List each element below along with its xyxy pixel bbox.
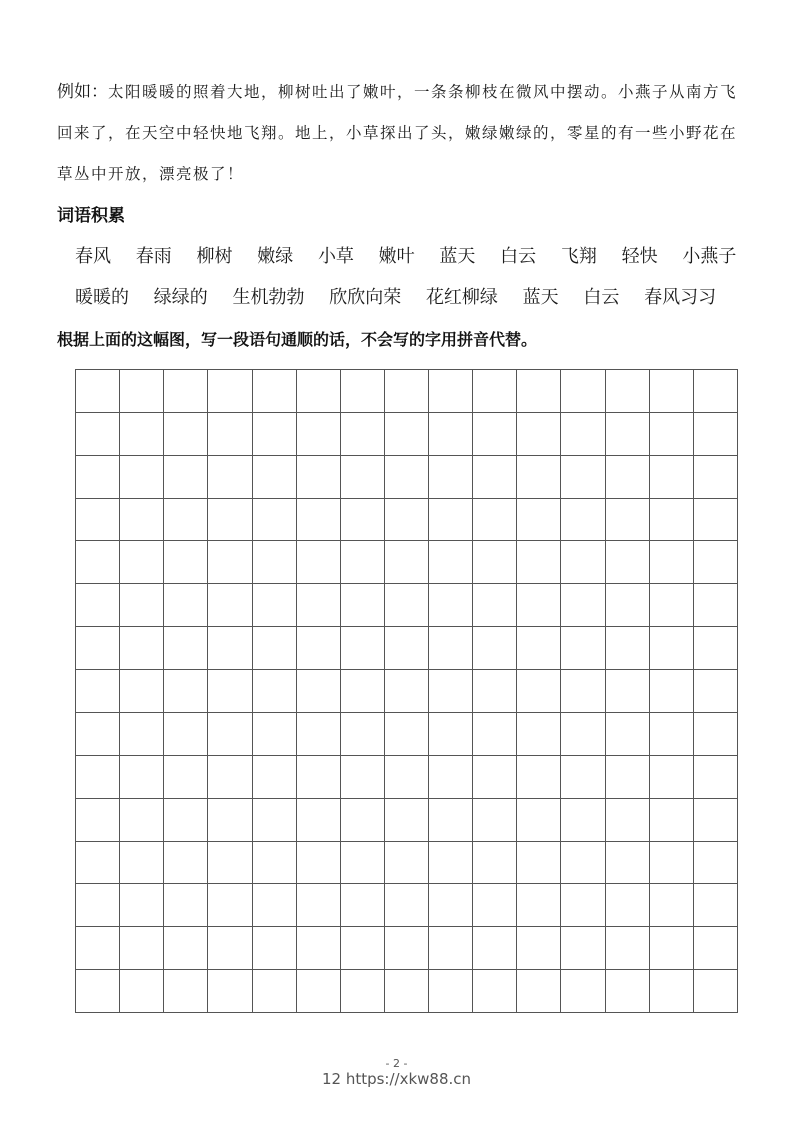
vocab-word: 蓝天 <box>439 246 476 267</box>
vocab-word: 欣欣向荣 <box>329 287 402 308</box>
grid-cell[interactable] <box>606 756 650 799</box>
vocab-word: 春风习习 <box>644 287 717 308</box>
grid-cell[interactable] <box>341 584 385 627</box>
grid-cell[interactable] <box>385 627 429 670</box>
vocab-row-1 <box>75 242 755 268</box>
grid-cell[interactable] <box>76 456 120 499</box>
grid-cell[interactable] <box>341 799 385 842</box>
grid-cell[interactable] <box>297 584 341 627</box>
grid-cell[interactable] <box>297 370 341 413</box>
vocab-word: 春风 <box>75 246 111 267</box>
grid-cell[interactable] <box>164 927 208 970</box>
grid-cell[interactable] <box>385 756 429 799</box>
footer-site: 12 https://xkw88.cn <box>321 1070 472 1088</box>
vocab-word: 春雨 <box>135 246 172 267</box>
example-paragraph <box>57 72 747 195</box>
grid-cell[interactable] <box>76 627 120 670</box>
grid-cell[interactable] <box>164 756 208 799</box>
grid-cell[interactable] <box>208 499 252 542</box>
grid-cell[interactable] <box>473 970 517 1013</box>
grid-cell[interactable] <box>606 499 650 542</box>
grid-cell[interactable] <box>253 370 297 413</box>
grid-cell[interactable] <box>164 541 208 584</box>
grid-cell[interactable] <box>253 842 297 885</box>
grid-cell[interactable] <box>253 884 297 927</box>
grid-cell[interactable] <box>429 756 473 799</box>
grid-cell[interactable] <box>164 970 208 1013</box>
grid-cell[interactable] <box>473 884 517 927</box>
grid-cell[interactable] <box>208 456 252 499</box>
grid-cell[interactable] <box>208 842 252 885</box>
grid-cell[interactable] <box>694 713 738 756</box>
grid-cell[interactable] <box>517 713 561 756</box>
grid-cell[interactable] <box>297 541 341 584</box>
vocab-word: 柳树 <box>196 246 233 267</box>
grid-cell[interactable] <box>164 842 208 885</box>
grid-cell[interactable] <box>429 456 473 499</box>
grid-cell[interactable] <box>164 713 208 756</box>
grid-cell[interactable] <box>208 584 252 627</box>
grid-cell[interactable] <box>650 713 694 756</box>
grid-cell[interactable] <box>429 370 473 413</box>
grid-cell[interactable] <box>341 713 385 756</box>
grid-cell[interactable] <box>208 670 252 713</box>
grid-cell[interactable] <box>606 627 650 670</box>
grid-cell[interactable] <box>253 799 297 842</box>
grid-cell[interactable] <box>650 627 694 670</box>
grid-cell[interactable] <box>341 884 385 927</box>
grid-cell[interactable] <box>429 584 473 627</box>
grid-cell[interactable] <box>650 499 694 542</box>
grid-cell[interactable] <box>385 499 429 542</box>
grid-cell[interactable] <box>650 884 694 927</box>
grid-cell[interactable] <box>694 756 738 799</box>
grid-cell[interactable] <box>650 842 694 885</box>
grid-cell[interactable] <box>650 756 694 799</box>
grid-cell[interactable] <box>76 370 120 413</box>
grid-cell[interactable] <box>561 584 605 627</box>
grid-cell[interactable] <box>76 670 120 713</box>
grid-cell[interactable] <box>253 756 297 799</box>
grid-cell[interactable] <box>208 799 252 842</box>
grid-cell[interactable] <box>606 927 650 970</box>
writing-instruction: 根据上面的这幅图，写一段语句通顺的话，不会写的字用拼音代替。 <box>57 330 538 349</box>
grid-cell[interactable] <box>473 456 517 499</box>
vocab-word: 白云 <box>583 287 620 308</box>
grid-cell[interactable] <box>650 413 694 456</box>
grid-cell[interactable] <box>606 970 650 1013</box>
grid-cell[interactable] <box>473 927 517 970</box>
grid-cell[interactable] <box>385 884 429 927</box>
grid-cell[interactable] <box>473 799 517 842</box>
grid-cell[interactable] <box>297 627 341 670</box>
grid-cell[interactable] <box>253 584 297 627</box>
grid-cell[interactable] <box>561 670 605 713</box>
grid-cell[interactable] <box>517 541 561 584</box>
vocab-word: 绿绿的 <box>153 287 208 308</box>
grid-cell[interactable] <box>120 927 164 970</box>
grid-cell[interactable] <box>208 756 252 799</box>
grid-cell[interactable] <box>385 584 429 627</box>
grid-cell[interactable] <box>76 413 120 456</box>
vocab-word: 生机勃勃 <box>232 287 305 308</box>
vocab-word: 白云 <box>500 246 537 267</box>
grid-cell[interactable] <box>650 799 694 842</box>
vocab-word: 小燕子 <box>682 246 737 267</box>
grid-cell[interactable] <box>561 370 605 413</box>
grid-cell[interactable] <box>606 670 650 713</box>
grid-cell[interactable] <box>341 970 385 1013</box>
grid-cell[interactable] <box>650 370 694 413</box>
vocab-word: 小草 <box>317 246 354 267</box>
grid-cell[interactable] <box>164 499 208 542</box>
grid-cell[interactable] <box>253 413 297 456</box>
grid-cell[interactable] <box>208 413 252 456</box>
grid-cell[interactable] <box>164 413 208 456</box>
grid-cell[interactable] <box>385 799 429 842</box>
grid-cell[interactable] <box>208 713 252 756</box>
grid-cell[interactable] <box>473 842 517 885</box>
vocab-word: 嫩叶 <box>378 246 415 267</box>
grid-cell[interactable] <box>650 970 694 1013</box>
grid-cell[interactable] <box>473 499 517 542</box>
grid-cell[interactable] <box>253 541 297 584</box>
grid-cell[interactable] <box>341 413 385 456</box>
grid-cell[interactable] <box>297 884 341 927</box>
example-lead: 例如： <box>57 82 108 102</box>
grid-cell[interactable] <box>208 370 252 413</box>
grid-cell[interactable] <box>164 799 208 842</box>
grid-cell[interactable] <box>297 456 341 499</box>
grid-cell[interactable] <box>561 499 605 542</box>
grid-cell[interactable] <box>561 413 605 456</box>
grid-cell[interactable] <box>76 842 120 885</box>
grid-cell[interactable] <box>694 842 738 885</box>
grid-cell[interactable] <box>253 927 297 970</box>
grid-cell[interactable] <box>120 370 164 413</box>
grid-cell[interactable] <box>694 370 738 413</box>
grid-cell[interactable] <box>164 584 208 627</box>
grid-cell[interactable] <box>76 756 120 799</box>
grid-cell[interactable] <box>606 713 650 756</box>
grid-cell[interactable] <box>473 670 517 713</box>
grid-cell[interactable] <box>429 413 473 456</box>
grid-cell[interactable] <box>429 713 473 756</box>
grid-cell[interactable] <box>341 842 385 885</box>
grid-cell[interactable] <box>164 627 208 670</box>
grid-cell[interactable] <box>385 713 429 756</box>
grid-cell[interactable] <box>473 541 517 584</box>
grid-cell[interactable] <box>120 884 164 927</box>
grid-cell[interactable] <box>606 799 650 842</box>
grid-cell[interactable] <box>561 970 605 1013</box>
grid-cell[interactable] <box>208 541 252 584</box>
writing-grid[interactable] <box>75 369 738 1013</box>
grid-cell[interactable] <box>253 627 297 670</box>
grid-cell[interactable] <box>429 670 473 713</box>
grid-cell[interactable] <box>253 670 297 713</box>
grid-cell[interactable] <box>208 927 252 970</box>
grid-cell[interactable] <box>253 970 297 1013</box>
grid-cell[interactable] <box>429 799 473 842</box>
vocab-word: 蓝天 <box>522 287 559 308</box>
page-number: - 2 - <box>385 1057 408 1070</box>
grid-cell[interactable] <box>385 842 429 885</box>
grid-cell[interactable] <box>164 884 208 927</box>
grid-cell[interactable] <box>76 541 120 584</box>
vocab-word: 花红柳绿 <box>425 287 498 308</box>
grid-cell[interactable] <box>650 927 694 970</box>
grid-cell[interactable] <box>297 670 341 713</box>
grid-cell[interactable] <box>517 927 561 970</box>
grid-cell[interactable] <box>694 456 738 499</box>
grid-cell[interactable] <box>120 584 164 627</box>
grid-cell[interactable] <box>429 927 473 970</box>
grid-cell[interactable] <box>297 756 341 799</box>
grid-cell[interactable] <box>473 584 517 627</box>
grid-cell[interactable] <box>341 541 385 584</box>
grid-cell[interactable] <box>385 413 429 456</box>
grid-cell[interactable] <box>341 627 385 670</box>
grid-cell[interactable] <box>517 884 561 927</box>
grid-cell[interactable] <box>606 370 650 413</box>
grid-cell[interactable] <box>120 456 164 499</box>
grid-cell[interactable] <box>606 456 650 499</box>
grid-cell[interactable] <box>517 456 561 499</box>
grid-cell[interactable] <box>164 370 208 413</box>
grid-cell[interactable] <box>606 584 650 627</box>
grid-cell[interactable] <box>297 927 341 970</box>
grid-cell[interactable] <box>606 413 650 456</box>
grid-cell[interactable] <box>76 584 120 627</box>
vocab-heading: 词语积累 <box>57 206 125 226</box>
grid-cell[interactable] <box>429 970 473 1013</box>
grid-cell[interactable] <box>694 584 738 627</box>
grid-cell[interactable] <box>561 456 605 499</box>
grid-cell[interactable] <box>561 627 605 670</box>
grid-cell[interactable] <box>120 970 164 1013</box>
grid-cell[interactable] <box>473 413 517 456</box>
grid-cell[interactable] <box>561 541 605 584</box>
grid-cell[interactable] <box>253 499 297 542</box>
grid-cell[interactable] <box>694 799 738 842</box>
grid-cell[interactable] <box>297 842 341 885</box>
grid-cell[interactable] <box>517 584 561 627</box>
grid-cell[interactable] <box>164 670 208 713</box>
grid-cell[interactable] <box>341 670 385 713</box>
grid-cell[interactable] <box>517 627 561 670</box>
grid-cell[interactable] <box>208 970 252 1013</box>
grid-cell[interactable] <box>694 627 738 670</box>
grid-cell[interactable] <box>561 884 605 927</box>
grid-cell[interactable] <box>76 970 120 1013</box>
grid-cell[interactable] <box>561 756 605 799</box>
grid-cell[interactable] <box>606 842 650 885</box>
grid-cell[interactable] <box>341 456 385 499</box>
grid-cell[interactable] <box>473 713 517 756</box>
grid-cell[interactable] <box>473 756 517 799</box>
grid-cell[interactable] <box>120 541 164 584</box>
grid-cell[interactable] <box>297 970 341 1013</box>
grid-cell[interactable] <box>76 499 120 542</box>
grid-cell[interactable] <box>517 799 561 842</box>
grid-cell[interactable] <box>208 884 252 927</box>
grid-cell[interactable] <box>694 884 738 927</box>
grid-cell[interactable] <box>517 670 561 713</box>
grid-cell[interactable] <box>429 884 473 927</box>
grid-cell[interactable] <box>561 927 605 970</box>
grid-cell[interactable] <box>120 670 164 713</box>
grid-cell[interactable] <box>561 799 605 842</box>
grid-cell[interactable] <box>120 627 164 670</box>
grid-cell[interactable] <box>561 713 605 756</box>
grid-cell[interactable] <box>164 456 208 499</box>
grid-cell[interactable] <box>517 970 561 1013</box>
grid-cell[interactable] <box>120 499 164 542</box>
grid-cell[interactable] <box>650 456 694 499</box>
grid-cell[interactable] <box>297 799 341 842</box>
vocab-word: 轻快 <box>621 246 658 267</box>
grid-cell[interactable] <box>694 970 738 1013</box>
grid-cell[interactable] <box>517 413 561 456</box>
grid-cell[interactable] <box>297 413 341 456</box>
grid-cell[interactable] <box>341 370 385 413</box>
grid-cell[interactable] <box>297 713 341 756</box>
grid-cell[interactable] <box>694 670 738 713</box>
grid-cell[interactable] <box>650 584 694 627</box>
grid-cell[interactable] <box>429 842 473 885</box>
grid-cell[interactable] <box>473 370 517 413</box>
grid-cell[interactable] <box>694 927 738 970</box>
grid-cell[interactable] <box>120 756 164 799</box>
grid-cell[interactable] <box>297 499 341 542</box>
grid-cell[interactable] <box>650 670 694 713</box>
grid-cell[interactable] <box>76 884 120 927</box>
grid-cell[interactable] <box>341 499 385 542</box>
grid-cell[interactable] <box>429 541 473 584</box>
vocab-word: 暖暖的 <box>75 287 129 308</box>
grid-cell[interactable] <box>606 884 650 927</box>
grid-cell[interactable] <box>429 627 473 670</box>
grid-cell[interactable] <box>385 670 429 713</box>
example-text: 太阳暖暖的照着大地，柳树吐出了嫩叶，一条条柳枝在微风中摆动。小燕子从南方飞回来了，在天空中轻快地飞翔。地上，小草探出了头，嫩绿嫩绿的，零星的有一些小野花在草丛中开放，漂亮极了！ <box>57 83 738 183</box>
grid-cell[interactable] <box>517 842 561 885</box>
vocab-word: 嫩绿 <box>257 246 294 267</box>
grid-cell[interactable] <box>76 713 120 756</box>
grid-cell[interactable] <box>694 413 738 456</box>
grid-cell[interactable] <box>694 499 738 542</box>
grid-cell[interactable] <box>253 456 297 499</box>
vocab-word: 飞翔 <box>560 246 597 267</box>
grid-cell[interactable] <box>473 627 517 670</box>
grid-cell[interactable] <box>76 927 120 970</box>
grid-cell[interactable] <box>76 799 120 842</box>
grid-cell[interactable] <box>517 756 561 799</box>
grid-cell[interactable] <box>385 370 429 413</box>
grid-cell[interactable] <box>341 756 385 799</box>
grid-cell[interactable] <box>385 456 429 499</box>
grid-cell[interactable] <box>561 842 605 885</box>
grid-cell[interactable] <box>341 927 385 970</box>
grid-cell[interactable] <box>385 541 429 584</box>
vocab-row-2 <box>75 283 735 309</box>
grid-cell[interactable] <box>208 627 252 670</box>
grid-cell[interactable] <box>606 541 650 584</box>
grid-cell[interactable] <box>253 713 297 756</box>
grid-cell[interactable] <box>694 541 738 584</box>
grid-cell[interactable] <box>120 842 164 885</box>
grid-cell[interactable] <box>120 713 164 756</box>
grid-cell[interactable] <box>120 413 164 456</box>
grid-cell[interactable] <box>650 541 694 584</box>
grid-cell[interactable] <box>385 970 429 1013</box>
grid-cell[interactable] <box>385 927 429 970</box>
grid-cell[interactable] <box>517 370 561 413</box>
grid-cell[interactable] <box>429 499 473 542</box>
grid-cell[interactable] <box>120 799 164 842</box>
grid-cell[interactable] <box>517 499 561 542</box>
